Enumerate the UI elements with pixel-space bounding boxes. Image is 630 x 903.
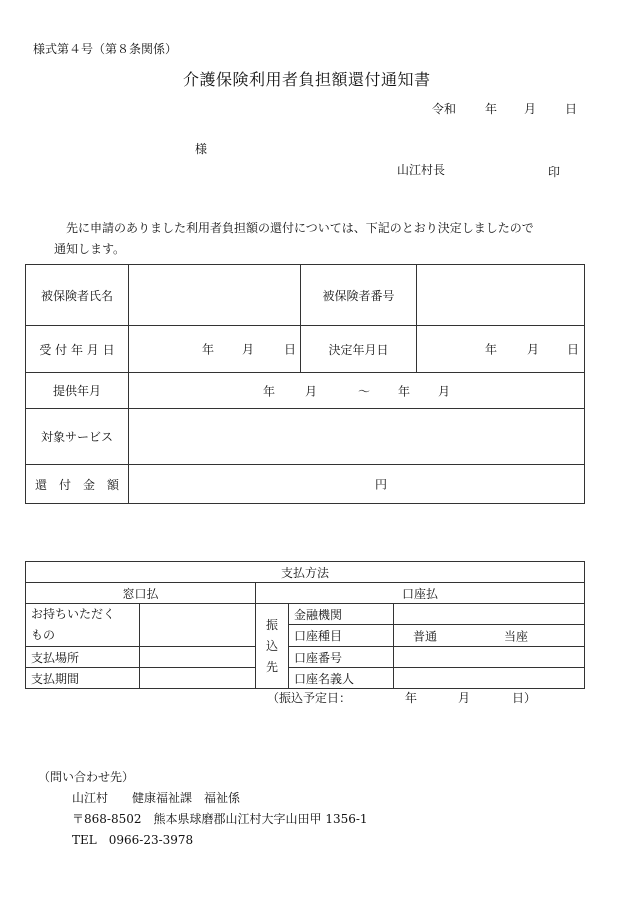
period-start-month-unit: 月 bbox=[305, 384, 318, 398]
contact-address: 〒868-8502 熊本県球磨郡山江村大字山田甲 1356-1 bbox=[72, 812, 368, 826]
scheduled-day-unit: 日） bbox=[512, 691, 537, 705]
received-month-unit: 月 bbox=[242, 342, 255, 357]
bank-field[interactable] bbox=[394, 604, 585, 625]
account-type-field[interactable] bbox=[394, 625, 585, 647]
period-tilde: ～ bbox=[358, 384, 371, 398]
target-service-label: 対象サービス bbox=[26, 409, 129, 465]
insured-number-label: 被保険者番号 bbox=[301, 265, 417, 326]
scheduled-year-unit: 年 bbox=[405, 691, 418, 705]
decision-date-field[interactable] bbox=[417, 326, 585, 373]
insured-name-label: 被保険者氏名 bbox=[26, 265, 129, 326]
bring-items-label bbox=[26, 604, 140, 647]
date-year-label: 年 bbox=[485, 102, 498, 116]
date-month-label: 月 bbox=[524, 102, 537, 116]
insured-name-field[interactable] bbox=[129, 265, 301, 326]
received-date-label: 受 付 年 月 日 bbox=[26, 326, 129, 373]
contact-heading: （問い合わせ先） bbox=[38, 770, 135, 784]
counter-payment-header: 窓口払 bbox=[26, 583, 256, 604]
account-number-field[interactable] bbox=[394, 647, 585, 668]
pay-period-label: 支払期間 bbox=[26, 668, 140, 689]
pay-place-field[interactable] bbox=[140, 647, 256, 668]
transfer-char-2: 込 bbox=[265, 638, 278, 653]
date-era: 令和 bbox=[432, 102, 457, 116]
period-end-month-unit: 月 bbox=[438, 384, 451, 398]
addressee-suffix: 様 bbox=[195, 142, 208, 156]
payment-method-header: 支払方法 bbox=[26, 562, 585, 583]
contact-tel: TEL 0966-23-3978 bbox=[72, 833, 194, 847]
notice-text-line1: 先に申請のありました利用者負担額の還付については、下記のとおり決定しましたので bbox=[66, 221, 534, 235]
account-type-ordinary[interactable]: 普通 bbox=[413, 629, 438, 643]
account-type-label: 口座種目 bbox=[289, 625, 394, 647]
account-type-current[interactable]: 当座 bbox=[504, 629, 529, 643]
bring-items-field[interactable] bbox=[140, 604, 256, 647]
account-number-label: 口座番号 bbox=[289, 647, 394, 668]
account-holder-label: 口座名義人 bbox=[289, 668, 394, 689]
pay-period-field[interactable] bbox=[140, 668, 256, 689]
scheduled-month-unit: 月 bbox=[458, 691, 471, 705]
bring-items-label-line2: もの bbox=[31, 628, 56, 642]
period-end-year-unit: 年 bbox=[398, 384, 411, 398]
account-payment-header: 口座払 bbox=[256, 583, 585, 604]
pay-place-label: 支払場所 bbox=[26, 647, 140, 668]
provided-period-label: 提供年月 bbox=[26, 373, 129, 409]
contact-department: 山江村 健康福祉課 福祉係 bbox=[72, 791, 241, 805]
period-start-year-unit: 年 bbox=[263, 384, 276, 398]
received-day-unit: 日 bbox=[284, 342, 297, 357]
refund-amount-label: 還 付 金 額 bbox=[26, 465, 129, 504]
received-date-field[interactable] bbox=[129, 326, 301, 373]
date-day-label: 日 bbox=[565, 102, 578, 116]
refund-info-table bbox=[25, 264, 585, 504]
decision-day-unit: 日 bbox=[567, 342, 580, 357]
insured-number-field[interactable] bbox=[417, 265, 585, 326]
seal-mark: 印 bbox=[548, 165, 561, 179]
transfer-destination-label bbox=[256, 604, 289, 689]
bank-label: 金融機関 bbox=[289, 604, 394, 625]
target-service-field[interactable] bbox=[129, 409, 585, 465]
account-holder-field[interactable] bbox=[394, 668, 585, 689]
bring-items-label-line1: お持ちいただく bbox=[31, 607, 116, 621]
received-year-unit: 年 bbox=[202, 342, 215, 357]
refund-amount-field[interactable] bbox=[129, 465, 585, 504]
transfer-char-3: 先 bbox=[265, 659, 278, 674]
decision-date-label: 決定年月日 bbox=[301, 326, 417, 373]
form-number: 様式第４号（第８条関係） bbox=[33, 42, 178, 56]
notice-text-line2: 通知します。 bbox=[54, 242, 126, 256]
issuer-name: 山江村長 bbox=[397, 163, 446, 177]
transfer-char-1: 振 bbox=[265, 617, 278, 632]
decision-month-unit: 月 bbox=[527, 342, 540, 357]
document-title: 介護保険利用者負担額還付通知書 bbox=[183, 70, 431, 89]
scheduled-date-prefix: （振込予定日： bbox=[267, 691, 352, 705]
payment-method-table bbox=[25, 561, 585, 689]
decision-year-unit: 年 bbox=[485, 342, 498, 357]
yen-unit: 円 bbox=[375, 477, 388, 492]
provided-period-field[interactable] bbox=[129, 373, 585, 409]
